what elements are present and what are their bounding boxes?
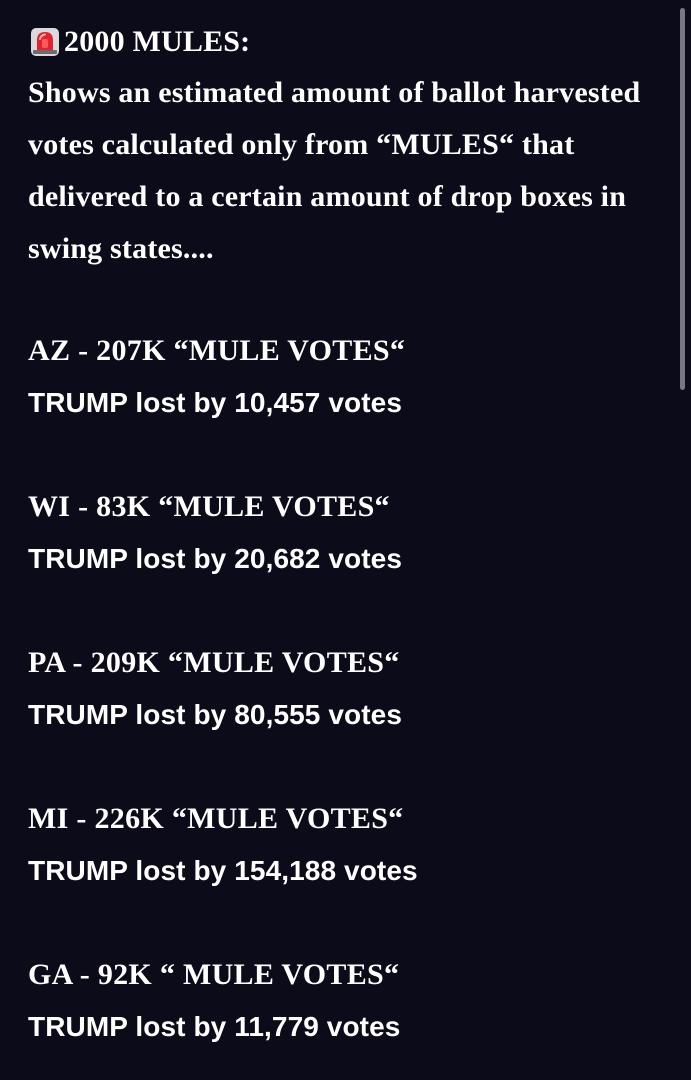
siren-icon xyxy=(30,27,60,57)
state-result: TRUMP lost by 80,555 votes xyxy=(28,699,402,730)
state-block-mi xyxy=(28,793,668,897)
state-header: AZ - 207K “MULE VOTES“ xyxy=(28,334,406,367)
state-header: MI - 226K “MULE VOTES“ xyxy=(28,802,404,835)
state-header: WI - 83K “MULE VOTES“ xyxy=(28,490,390,523)
state-result: TRUMP lost by 154,188 votes xyxy=(28,855,418,886)
post-title: 2000 MULES: xyxy=(64,25,251,58)
post-title-line xyxy=(28,18,668,66)
post-content xyxy=(28,18,668,1053)
state-block-wi xyxy=(28,481,668,585)
state-block-az xyxy=(28,325,668,429)
state-result: TRUMP lost by 11,779 votes xyxy=(28,1011,401,1042)
scrollbar[interactable] xyxy=(680,8,685,390)
state-header: GA - 92K “ MULE VOTES“ xyxy=(28,958,400,991)
state-block-pa xyxy=(28,637,668,741)
state-header: PA - 209K “MULE VOTES“ xyxy=(28,646,400,679)
post-intro: Shows an estimated amount of ballot harvested votes calculated only from “MULES“ that delivered to a certain amount of drop boxes in swing states.... xyxy=(28,76,641,265)
state-block-ga xyxy=(28,949,668,1053)
state-result: TRUMP lost by 20,682 votes xyxy=(28,543,402,574)
state-result: TRUMP lost by 10,457 votes xyxy=(28,387,402,418)
